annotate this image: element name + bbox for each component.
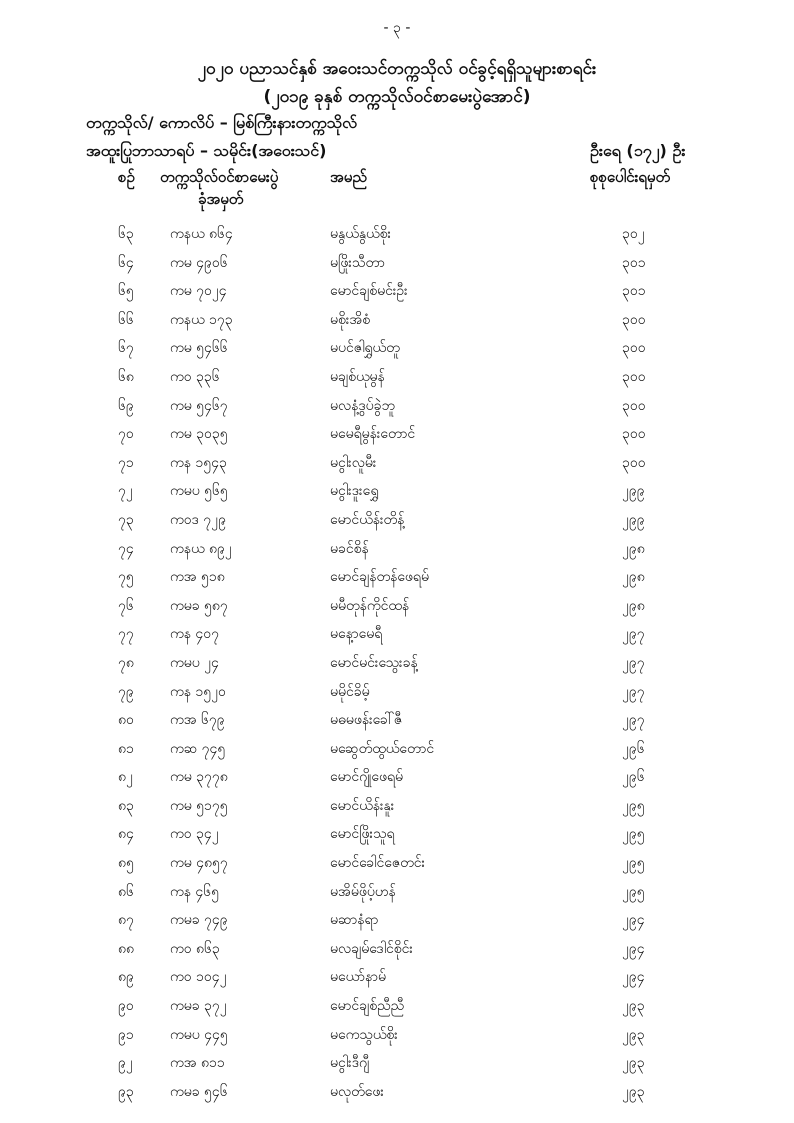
table-row — [0, 649, 794, 678]
table-row — [0, 878, 794, 907]
roll-number: ကဆ ၇၄၅ — [170, 740, 226, 757]
total-marks: ၃၀၁ — [622, 283, 646, 300]
table-row — [0, 963, 794, 992]
table-row — [0, 363, 794, 392]
table-row — [0, 678, 794, 707]
row-number: ၈၆ — [118, 883, 134, 900]
roll-number: ကမ ၅၄၆၆ — [170, 340, 228, 357]
table-row — [0, 506, 794, 535]
row-number: ၈၇ — [118, 912, 134, 929]
student-name: မောင်ယိန်းနူး — [330, 797, 395, 814]
roll-number: ကအ ၆၇၉ — [170, 712, 225, 729]
total-marks: ၂၉၈ — [622, 569, 645, 586]
row-number: ၈၂ — [118, 769, 133, 786]
roll-number: ကဝ ၈၆၃ — [170, 940, 220, 957]
document-title: ၂၀၂၀ ပညာသင်နှစ် အဝေးသင်တက္ကသိုလ် ဝင်ခွင့်ရရှိသူများစာရင်း — [197, 59, 597, 79]
student-name: မငွါးလူမီး — [330, 454, 377, 471]
total-marks: ၂၉၃ — [622, 1026, 645, 1043]
total-marks: ၃၀၀ — [622, 368, 646, 385]
student-name: မငွါးဒူးရွှေ — [330, 483, 379, 500]
roll-number: ကဝဒ ၇၂၉ — [170, 511, 226, 528]
student-name: မဆာနံရာ — [330, 912, 379, 929]
total-marks: ၂၉၈ — [622, 597, 645, 614]
row-number: ၈၉ — [118, 969, 134, 986]
table-row — [0, 592, 794, 621]
student-name: မမီတုန်ကိုင်ထန် — [330, 597, 410, 614]
table-row — [0, 1021, 794, 1050]
table-row — [0, 249, 794, 278]
table-row — [0, 535, 794, 564]
student-name: မနေ့ာမေရီ — [330, 626, 383, 643]
table-row — [0, 277, 794, 306]
table-row — [0, 1049, 794, 1078]
roll-number: ကအ ၅၁၈ — [170, 569, 225, 586]
student-name: မချစ်ယုမွန် — [330, 368, 385, 385]
roll-number: ကမ ၄၈၅၇ — [170, 855, 228, 872]
student-name: မယော်နာမ် — [330, 969, 386, 986]
roll-number: ကမ ၅၄၆၇ — [170, 397, 228, 414]
row-number: ၈၀ — [118, 712, 134, 729]
document-subtitle: (၂၀၁၉ ခုနှစ် တက္ကသိုလ်ဝင်စာမေးပွဲအောင်) — [263, 87, 531, 107]
total-marks: ၂၉၄ — [622, 912, 645, 929]
table-row — [0, 906, 794, 935]
header-name: အမည် — [330, 168, 367, 186]
roll-number: ကမပ ၅၆၅ — [170, 483, 228, 500]
table-row — [0, 420, 794, 449]
student-name: မပင်ဇါရွှယ်တူ — [330, 340, 400, 357]
student-name: မနွယ်နွယ်စိုး — [330, 226, 392, 242]
table-row — [0, 220, 794, 249]
student-name: မမေရီမွန်းတောင် — [330, 426, 416, 443]
row-number: ၇၄ — [118, 540, 134, 557]
total-marks: ၂၉၆ — [622, 769, 645, 786]
roll-number: ကမခ ၅၈၇ — [170, 597, 228, 614]
table-row — [0, 392, 794, 421]
row-number: ၇၅ — [118, 569, 134, 586]
total-marks: ၂၉၅ — [622, 855, 645, 872]
header-roll-number: တက္ကသိုလ်ဝင်စာမေးပွဲ — [160, 168, 279, 186]
roll-number: ကမ ၄၉၀၆ — [170, 254, 228, 271]
row-number: ၉၁ — [118, 1026, 134, 1043]
table-row — [0, 306, 794, 335]
table-row — [0, 820, 794, 849]
row-number: ၇၁ — [118, 454, 134, 471]
total-marks: ၂၉၅ — [622, 797, 645, 814]
total-marks: ၃၀၂ — [622, 226, 645, 242]
row-number: ၉၃ — [118, 1083, 134, 1100]
table-row — [0, 334, 794, 363]
roll-number: ကနယ ၁၇၃ — [170, 311, 233, 328]
row-number: ၇၉ — [118, 683, 134, 700]
row-number: ၈၄ — [118, 826, 134, 843]
roll-number: ကန ၁၅၂၀ — [170, 683, 226, 700]
student-name: မောင်ချစ်ညီညီ — [330, 998, 405, 1015]
total-marks: ၂၉၃ — [622, 1083, 645, 1100]
page-number: - ၃ - — [383, 20, 411, 36]
total-marks: ၃၀၀ — [622, 311, 646, 328]
row-number: ၆၉ — [118, 397, 134, 414]
total-marks: ၃၀၀ — [622, 397, 646, 414]
student-name: မောင်ချန်တန်ဖေရမ် — [330, 569, 429, 586]
row-number: ၆၅ — [118, 283, 134, 300]
table-row — [0, 935, 794, 964]
student-name: မကေသွယ်စိုး — [330, 1026, 398, 1043]
student-name: မဓမဖန်းခေါ်ဇီ — [330, 712, 403, 729]
roll-number: ကမခ ၃၇၂ — [170, 998, 227, 1015]
row-number: ၉၀ — [118, 998, 134, 1015]
subject-line: အထူးပြုဘာသာရပ် – သမိုင်း(အဝေးသင်) — [86, 141, 327, 160]
student-name: မလနံ့ဒွပ်ခွဲဘူ — [330, 397, 396, 414]
student-name: မမိုင်ခိမ့် — [330, 683, 370, 700]
table-row — [0, 849, 794, 878]
table-row — [0, 1078, 794, 1107]
roll-number: ကအ ၈၁၁ — [170, 1055, 225, 1072]
roll-number: ကမ ၃၇၇၈ — [170, 769, 228, 786]
row-number: ၆၃ — [118, 226, 134, 242]
table-row — [0, 763, 794, 792]
total-marks: ၃၀၀ — [622, 426, 646, 443]
student-name: မောင်ဂျိုဖေရမ် — [330, 769, 403, 786]
student-name: မောင်မင်းသွေးခန့် — [330, 654, 418, 671]
table-row — [0, 477, 794, 506]
total-marks: ၂၉၅ — [622, 883, 645, 900]
roll-number: ကန ၁၅၄၃ — [170, 454, 227, 471]
row-number: ၇၇ — [118, 626, 134, 643]
table-row — [0, 706, 794, 735]
row-number: ၈၁ — [118, 740, 134, 757]
student-name: မဆွေတ်ထွယ်တောင် — [330, 740, 435, 757]
row-number: ၈၈ — [118, 940, 134, 957]
total-marks: ၂၉၄ — [622, 940, 645, 957]
roll-number: ကဝ ၃၃၆ — [170, 368, 220, 385]
header-no: စဉ် — [118, 168, 135, 186]
roll-number: ကမပ ၂၄ — [170, 654, 219, 671]
row-number: ၆၈ — [118, 368, 134, 385]
row-number: ၇၈ — [118, 654, 134, 671]
roll-number: ကန ၄၀၇ — [170, 626, 220, 643]
university-line: တက္ကသိုလ်/ ကောလိပ် – မြစ်ကြီးနားတက္ကသိုလ် — [86, 113, 358, 132]
total-marks: ၃၀၁ — [622, 254, 646, 271]
roll-number: ကမပ ၄၄၅ — [170, 1026, 228, 1043]
student-name: မလုတ်ဖေး — [330, 1083, 384, 1100]
roll-number: ကဝ ၃၄၂ — [170, 826, 219, 843]
student-list — [0, 220, 794, 1106]
row-number: ၈၃ — [118, 797, 134, 814]
student-name: မောင်ခေါင်ဇေတင်း — [330, 855, 426, 872]
total-marks: ၂၉၇ — [622, 654, 645, 671]
student-name: မခင်စိန် — [330, 540, 369, 557]
roll-number: ကန ၄၆၅ — [170, 883, 220, 900]
student-name: မောင်ဖြိုးသူရ — [330, 826, 395, 843]
total-marks: ၂၉၃ — [622, 1055, 645, 1072]
student-count: ဦးရေ (၁၇၂) ဦး — [590, 141, 686, 160]
total-marks: ၃၀၀ — [622, 454, 646, 471]
table-row — [0, 735, 794, 764]
total-marks: ၂၉၉ — [622, 511, 645, 528]
student-name: မအိမ်ဖိုပ့်ဟန် — [330, 883, 396, 900]
total-marks: ၂၉၅ — [622, 826, 645, 843]
table-row — [0, 992, 794, 1021]
student-name: မောင်ချစ်မင်းဦး — [330, 283, 408, 300]
total-marks: ၂၉၆ — [622, 740, 645, 757]
roll-number: ကနယ ၈၉၂ — [170, 540, 232, 557]
row-number: ၇၀ — [118, 426, 134, 443]
row-number: ၆၆ — [118, 311, 134, 328]
header-total-marks: စုစုပေါင်းရမှတ် — [590, 168, 671, 186]
student-name: မဖြိုးသီတာ — [330, 254, 385, 271]
row-number: ၆၇ — [118, 340, 134, 357]
header-roll-number-line2: ခုံအမှတ် — [198, 190, 244, 208]
roll-number: ကမ ၇၀၂၄ — [170, 283, 227, 300]
student-name: မောင်ယိန်းတိန့် — [330, 511, 405, 528]
student-name: မလချမ်ဒေါင်စိုင်း — [330, 940, 413, 957]
row-number: ၇၂ — [118, 483, 133, 500]
row-number: ၈၅ — [118, 855, 134, 872]
row-number: ၉၂ — [118, 1055, 133, 1072]
total-marks: ၂၉၇ — [622, 683, 645, 700]
row-number: ၇၆ — [118, 597, 134, 614]
roll-number: ကမခ ၅၄၆ — [170, 1083, 228, 1100]
roll-number: ကဝ ၁၀၄၂ — [170, 969, 227, 986]
student-name: မစိုးအိစံ — [330, 311, 371, 328]
row-number: ၇၃ — [118, 511, 134, 528]
total-marks: ၃၀၀ — [622, 340, 646, 357]
roll-number: ကနယ ၈၆၄ — [170, 226, 233, 242]
table-row — [0, 620, 794, 649]
row-number: ၆၄ — [118, 254, 134, 271]
total-marks: ၂၉၇ — [622, 712, 645, 729]
roll-number: ကမ ၃၀၃၅ — [170, 426, 228, 443]
total-marks: ၂၉၇ — [622, 626, 645, 643]
total-marks: ၂၉၃ — [622, 998, 645, 1015]
total-marks: ၂၉၄ — [622, 969, 645, 986]
roll-number: ကမခ ၇၄၉ — [170, 912, 228, 929]
table-row — [0, 792, 794, 821]
table-row — [0, 449, 794, 478]
roll-number: ကမ ၅၁၇၅ — [170, 797, 228, 814]
total-marks: ၂၉၉ — [622, 483, 645, 500]
table-row — [0, 563, 794, 592]
student-name: မငွါးဒီဂျီ — [330, 1055, 370, 1072]
total-marks: ၂၉၈ — [622, 540, 645, 557]
